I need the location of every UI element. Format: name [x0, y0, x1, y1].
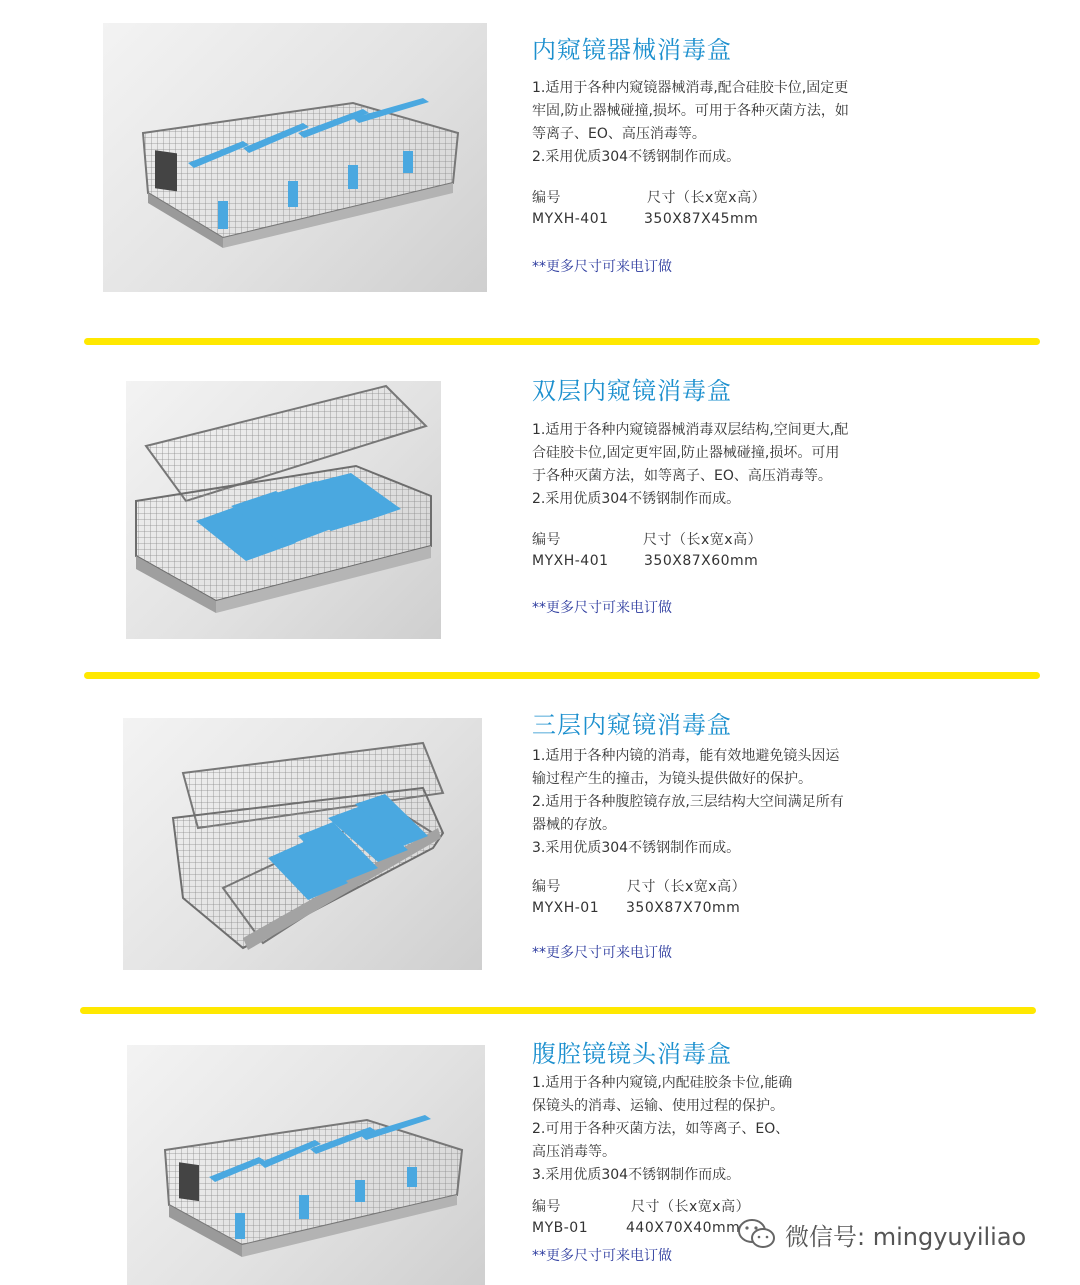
product-description — [532, 1072, 892, 1187]
section-divider — [80, 1007, 1036, 1014]
description-line: 1.适用于各种内窥镜,内配硅胶条卡位,能确 — [532, 1075, 793, 1091]
custom-size-note: **更多尺寸可来电订做 — [532, 259, 672, 275]
product-image — [103, 23, 487, 292]
dimensions: 350X87X45mm — [644, 211, 759, 227]
product-description — [532, 745, 892, 860]
description-line: 器械的存放。 — [532, 817, 616, 833]
spec-code-label: 编号 — [532, 1199, 561, 1215]
dimensions: 440X70X40mm — [626, 1220, 741, 1236]
model-number: MYXH-401 — [532, 553, 609, 569]
mesh-tray-illustration — [103, 23, 487, 292]
description-line: 2.可用于各种灭菌方法，如等离子、EO、 — [532, 1121, 790, 1137]
wechat-id-text: 微信号: mingyuyiliao — [785, 1222, 1027, 1251]
dimensions: 350X87X60mm — [644, 553, 759, 569]
product-title: 三层内窥镜消毒盒 — [532, 711, 732, 739]
model-number: MYB-01 — [532, 1220, 589, 1236]
three-layer-basket-illustration — [123, 718, 482, 970]
description-line: 牢固,防止器械碰撞,损坏。可用于各种灭菌方法，如 — [532, 103, 849, 119]
spec-size-label: 尺寸（长x宽x高） — [647, 190, 767, 206]
product-title: 双层内窥镜消毒盒 — [532, 377, 732, 405]
description-line: 1.适用于各种内窥镜器械消毒双层结构,空间更大,配 — [532, 422, 849, 438]
spec-code-label: 编号 — [532, 532, 561, 548]
dimensions: 350X87X70mm — [626, 900, 741, 916]
custom-size-note: **更多尺寸可来电订做 — [532, 945, 672, 961]
description-line: 于各种灭菌方法，如等离子、EO、高压消毒等。 — [532, 468, 832, 484]
product-title: 腹腔镜镜头消毒盒 — [532, 1040, 732, 1068]
description-line: 2.适用于各种腹腔镜存放,三层结构大空间满足所有 — [532, 794, 844, 810]
custom-size-note: **更多尺寸可来电订做 — [532, 600, 672, 616]
description-line: 合硅胶卡位,固定更牢固,防止器械碰撞,损坏。可用 — [532, 445, 840, 461]
product-description — [532, 77, 892, 169]
model-number: MYXH-01 — [532, 900, 600, 916]
description-line: 3.采用优质304不锈钢制作而成。 — [532, 1167, 741, 1183]
product-image — [123, 718, 482, 970]
product-description — [532, 419, 892, 511]
wechat-icon — [737, 1217, 777, 1251]
description-line: 2.采用优质304不锈钢制作而成。 — [532, 491, 741, 507]
spec-size-label: 尺寸（长x宽x高） — [627, 879, 747, 895]
laparoscope-tray-illustration — [127, 1045, 485, 1285]
spec-code-label: 编号 — [532, 190, 561, 206]
description-line: 等离子、EO、高压消毒等。 — [532, 126, 706, 142]
description-line: 1.适用于各种内镜的消毒，能有效地避免镜头因运 — [532, 748, 840, 764]
spec-size-label: 尺寸（长x宽x高） — [643, 532, 763, 548]
spec-size-label: 尺寸（长x宽x高） — [631, 1199, 751, 1215]
description-line: 保镜头的消毒、运输、使用过程的保护。 — [532, 1098, 784, 1114]
description-line: 输过程产生的撞击，为镜头提供做好的保护。 — [532, 771, 812, 787]
description-line: 2.采用优质304不锈钢制作而成。 — [532, 149, 741, 165]
model-number: MYXH-401 — [532, 211, 609, 227]
custom-size-note: **更多尺寸可来电订做 — [532, 1248, 672, 1264]
double-layer-basket-illustration — [126, 381, 441, 639]
spec-code-label: 编号 — [532, 879, 561, 895]
description-line: 3.采用优质304不锈钢制作而成。 — [532, 840, 741, 856]
description-line: 1.适用于各种内窥镜器械消毒,配合硅胶卡位,固定更 — [532, 80, 849, 96]
product-title: 内窥镜器械消毒盒 — [532, 36, 732, 64]
product-image — [127, 1045, 485, 1285]
description-line: 高压消毒等。 — [532, 1144, 616, 1160]
product-image — [126, 381, 441, 639]
wechat-watermark — [737, 1216, 1026, 1252]
section-divider — [84, 338, 1040, 345]
section-divider — [84, 672, 1040, 679]
